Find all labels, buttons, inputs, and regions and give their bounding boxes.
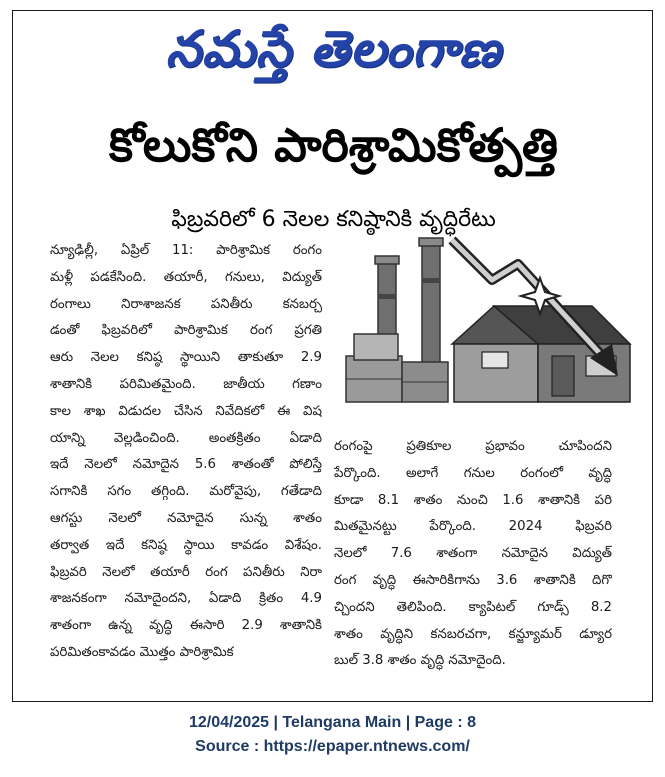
article-text-line: యాన్ని వెల్లడించింది. అంతక్రితం ఏడాది	[50, 430, 322, 446]
article-text-line: రంగంపై ప్రతికూల ప్రభావం చూపిందని	[334, 439, 612, 454]
article-text-line: న్యూఢిల్లీ, ఏప్రిల్ 11: పారిశ్రామిక రంగం	[50, 243, 322, 258]
newspaper-masthead: నమస్తే తెలంగాణ	[165, 19, 502, 78]
article-text-line: ఇదే నెలలో నమోదైన 5.6 శాతంతో పోలిస్తే	[50, 457, 322, 473]
article-text-line: ఫిబ్రవరి నెలలో తయారీ రంగ పనితీరు నిరా	[50, 564, 322, 580]
article-text-line: మళ్లీ పడకేసింది. తయారీ, గనులు, విద్యుత్	[50, 269, 322, 285]
article-text-line: పేర్కొంది. అలాగే గనుల రంగంలో వృద్ధి	[334, 465, 612, 481]
article-text-line: కాల శాఖ విడుదల చేసిన నివేదికలో ఈ విష	[50, 403, 322, 419]
article-text-line: శాజనకంగా నమోదైందని, ఏడాది క్రితం 4.9	[50, 591, 322, 607]
article-text-line: మితమైనట్టు పేర్కొంది. 2024 ఫిబ్రవరి	[334, 519, 612, 535]
article-text-line: డంతో ఫిబ్రవరిలో పారిశ్రామిక రంగ ప్రగతి	[50, 323, 322, 339]
article-text-line: నెలలో 7.6 శాతంగా నమోదైన విద్యుత్	[334, 546, 612, 562]
article-right-column	[334, 434, 612, 675]
factory-decline-icon	[342, 234, 632, 410]
article-text-line: పరిమితంకావడం మొత్తం పారిశ్రామిక	[50, 644, 234, 660]
publication-info: 12/04/2025 | Telangana Main | Page : 8	[188, 714, 476, 731]
article-text-line: బుల్ 3.8 శాతం వృద్ధి నమోదైంది.	[334, 653, 506, 669]
article-text-line: చ్చిందని తెలిపింది. క్యాపిటల్ గూడ్స్ 8.2	[334, 599, 612, 615]
article-text-line: తర్వాత ఇదే కనిష్ఠ స్థాయి కావడం విశేషం.	[50, 537, 322, 553]
article-text-line: కూడా 8.1 శాతం నుంచి 1.6 శాతానికి పరి	[334, 492, 612, 508]
article-text-line: రంగ వృద్ధి ఈసారికిగాను 3.6 శాతానికి దిగొ	[334, 572, 612, 588]
article-headline: కోలుకోని పారిశ్రామికోత్పత్తి	[108, 118, 559, 172]
clipping-footer	[0, 711, 665, 759]
article-subheadline: ఫిబ్రవరిలో 6 నెలల కనిష్ఠానికి వృద్ధిరేటు	[171, 207, 496, 232]
article-text-line: శాతానికి పరిమితమైంది. జాతీయ గణాం	[50, 376, 322, 392]
article-text-line: శాతం వృద్ధిని కనబరచగా, కన్జ్యూమర్ డ్యూర	[334, 626, 612, 642]
article-left-column	[50, 238, 322, 667]
article-text-line: ఆగస్టు నెలలో నమోదైన సున్న శాతం	[50, 510, 322, 526]
article-text-line: ఆరు నెలల కనిష్ఠ స్థాయిని తాకుతూ 2.9	[50, 350, 322, 366]
source-link[interactable]: Source : https://epaper.ntnews.com/	[195, 738, 470, 755]
article-text-line: రంగాలు నిరాశాజనక పనితీరు కనబర్చ	[50, 296, 322, 312]
article-text-line: శాతంగా ఉన్న వృద్ధి ఈసారి 2.9 శాతానికి	[50, 618, 322, 634]
article-text-line: సగానికి సగం తగ్గింది. మరోవైపు, గతేడాది	[50, 484, 322, 500]
